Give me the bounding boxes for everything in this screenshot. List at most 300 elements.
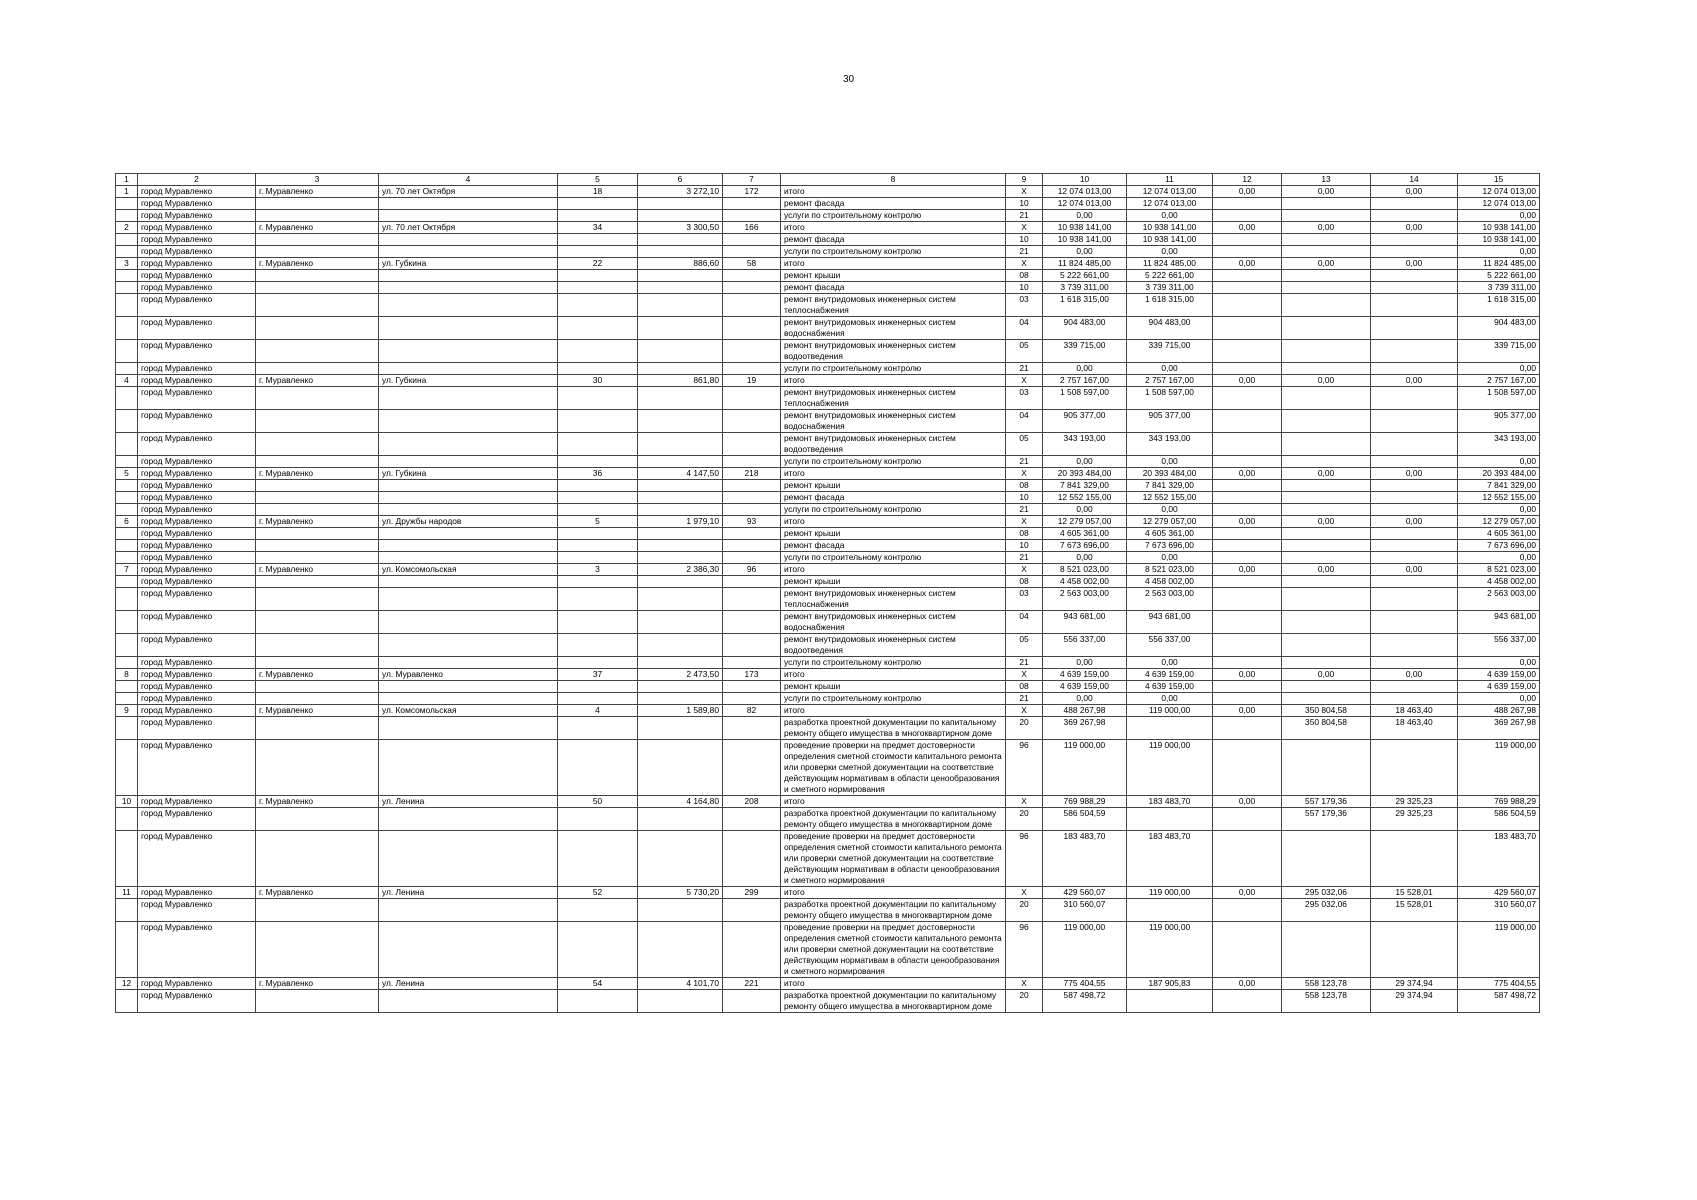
table-cell-col-9: X <box>1006 669 1043 681</box>
table-cell-col-3 <box>256 282 379 294</box>
table-cell-col-10: 429 560,07 <box>1043 887 1127 899</box>
table-cell-col-11: 3 739 311,00 <box>1127 282 1213 294</box>
table-cell-col-14 <box>1371 410 1458 433</box>
table-row <box>116 588 1540 611</box>
table-cell-col-5 <box>558 740 638 796</box>
table-cell-col-1 <box>116 990 138 1013</box>
table-cell-col-11: 12 279 057,00 <box>1127 516 1213 528</box>
table-cell-col-14 <box>1371 831 1458 887</box>
table-row <box>116 410 1540 433</box>
table-cell-col-4 <box>379 504 558 516</box>
table-cell-col-1 <box>116 528 138 540</box>
table-cell-col-7 <box>723 611 781 634</box>
table-cell-col-9: 21 <box>1006 456 1043 468</box>
table-cell-col-2: город Муравленко <box>138 922 256 978</box>
table-cell-col-15: 0,00 <box>1458 246 1540 258</box>
table-cell-col-3 <box>256 576 379 588</box>
table-cell-col-8: разработка проектной документации по капитальному ремонту общего имущества в многоквартирном доме <box>781 808 1006 831</box>
table-cell-col-11: 183 483,70 <box>1127 796 1213 808</box>
table-cell-col-4 <box>379 282 558 294</box>
table-cell-col-4 <box>379 234 558 246</box>
column-number-header: 9 <box>1006 174 1043 186</box>
table-cell-col-4: ул. Губкина <box>379 375 558 387</box>
table-row <box>116 990 1540 1013</box>
table-cell-col-6 <box>638 317 723 340</box>
table-row <box>116 210 1540 222</box>
table-cell-col-2: город Муравленко <box>138 831 256 887</box>
table-cell-col-3 <box>256 681 379 693</box>
table-cell-col-12 <box>1213 456 1282 468</box>
table-cell-col-1 <box>116 899 138 922</box>
table-cell-col-12 <box>1213 576 1282 588</box>
table-cell-col-1 <box>116 246 138 258</box>
table-cell-col-12: 0,00 <box>1213 669 1282 681</box>
table-cell-col-5: 52 <box>558 887 638 899</box>
table-cell-col-11: 12 074 013,00 <box>1127 198 1213 210</box>
table-cell-col-13 <box>1282 234 1371 246</box>
table-cell-col-4 <box>379 899 558 922</box>
table-cell-col-3 <box>256 317 379 340</box>
column-number-header: 5 <box>558 174 638 186</box>
table-cell-col-14 <box>1371 528 1458 540</box>
table-cell-col-9: X <box>1006 978 1043 990</box>
table-cell-col-8: ремонт фасада <box>781 492 1006 504</box>
table-cell-col-11: 10 938 141,00 <box>1127 222 1213 234</box>
table-cell-col-2: город Муравленко <box>138 705 256 717</box>
table-cell-col-15: 429 560,07 <box>1458 887 1540 899</box>
table-cell-col-11: 10 938 141,00 <box>1127 234 1213 246</box>
table-cell-col-1 <box>116 693 138 705</box>
header-row <box>116 174 1540 186</box>
table-cell-col-15: 343 193,00 <box>1458 433 1540 456</box>
table-cell-col-6 <box>638 492 723 504</box>
table-cell-col-5 <box>558 294 638 317</box>
capital-repair-table <box>115 173 1540 1013</box>
table-cell-col-2: город Муравленко <box>138 576 256 588</box>
table-cell-col-14 <box>1371 540 1458 552</box>
table-cell-col-15: 0,00 <box>1458 363 1540 375</box>
table-cell-col-7 <box>723 270 781 282</box>
table-cell-col-8: услуги по строительному контролю <box>781 246 1006 258</box>
table-cell-col-4 <box>379 634 558 657</box>
table-cell-col-13 <box>1282 634 1371 657</box>
table-row <box>116 258 1540 270</box>
table-cell-col-6 <box>638 808 723 831</box>
table-cell-col-9: 21 <box>1006 693 1043 705</box>
table-cell-col-14 <box>1371 611 1458 634</box>
table-cell-col-12 <box>1213 634 1282 657</box>
table-cell-col-13 <box>1282 210 1371 222</box>
table-cell-col-2: город Муравленко <box>138 258 256 270</box>
table-cell-col-7 <box>723 456 781 468</box>
table-cell-col-8: услуги по строительному контролю <box>781 456 1006 468</box>
table-cell-col-9: 10 <box>1006 198 1043 210</box>
table-cell-col-7: 221 <box>723 978 781 990</box>
table-cell-col-2: город Муравленко <box>138 740 256 796</box>
table-cell-col-14: 18 463,40 <box>1371 717 1458 740</box>
table-cell-col-10: 3 739 311,00 <box>1043 282 1127 294</box>
table-cell-col-2: город Муравленко <box>138 317 256 340</box>
table-cell-col-12 <box>1213 681 1282 693</box>
table-cell-col-10: 2 757 167,00 <box>1043 375 1127 387</box>
table-cell-col-13 <box>1282 410 1371 433</box>
table-cell-col-1 <box>116 317 138 340</box>
table-cell-col-1 <box>116 210 138 222</box>
table-cell-col-11 <box>1127 808 1213 831</box>
table-cell-col-6 <box>638 387 723 410</box>
table-cell-col-13 <box>1282 387 1371 410</box>
table-cell-col-1 <box>116 634 138 657</box>
table-cell-col-3 <box>256 433 379 456</box>
table-cell-col-10: 0,00 <box>1043 552 1127 564</box>
table-row <box>116 611 1540 634</box>
table-cell-col-12 <box>1213 552 1282 564</box>
table-cell-col-8: ремонт фасада <box>781 282 1006 294</box>
table-cell-col-10: 10 938 141,00 <box>1043 234 1127 246</box>
table-cell-col-5 <box>558 210 638 222</box>
table-row <box>116 634 1540 657</box>
table-cell-col-5: 4 <box>558 705 638 717</box>
table-cell-col-14: 15 528,01 <box>1371 899 1458 922</box>
table-cell-col-10: 1 618 315,00 <box>1043 294 1127 317</box>
table-cell-col-4 <box>379 693 558 705</box>
table-cell-col-8: разработка проектной документации по капитальному ремонту общего имущества в многоквартирном доме <box>781 990 1006 1013</box>
table-cell-col-9: 20 <box>1006 808 1043 831</box>
table-cell-col-9: X <box>1006 186 1043 198</box>
table-cell-col-11: 0,00 <box>1127 552 1213 564</box>
table-row <box>116 456 1540 468</box>
table-cell-col-3 <box>256 294 379 317</box>
table-cell-col-10: 1 508 597,00 <box>1043 387 1127 410</box>
table-cell-col-14: 29 325,23 <box>1371 796 1458 808</box>
table-cell-col-13 <box>1282 480 1371 492</box>
table-cell-col-9: 20 <box>1006 717 1043 740</box>
table-cell-col-9: X <box>1006 258 1043 270</box>
table-cell-col-11: 4 639 159,00 <box>1127 669 1213 681</box>
table-cell-col-11: 4 458 002,00 <box>1127 576 1213 588</box>
table-cell-col-2: город Муравленко <box>138 504 256 516</box>
table-row <box>116 978 1540 990</box>
table-cell-col-5 <box>558 528 638 540</box>
column-number-header: 4 <box>379 174 558 186</box>
table-cell-col-2: город Муравленко <box>138 528 256 540</box>
table-cell-col-7 <box>723 492 781 504</box>
table-cell-col-10: 339 715,00 <box>1043 340 1127 363</box>
table-cell-col-7 <box>723 282 781 294</box>
table-cell-col-11: 119 000,00 <box>1127 705 1213 717</box>
table-cell-col-9: 08 <box>1006 681 1043 693</box>
table-cell-col-8: ремонт фасада <box>781 234 1006 246</box>
table-cell-col-4 <box>379 294 558 317</box>
table-cell-col-1 <box>116 740 138 796</box>
table-cell-col-10: 4 639 159,00 <box>1043 669 1127 681</box>
table-cell-col-11: 905 377,00 <box>1127 410 1213 433</box>
table-cell-col-14 <box>1371 504 1458 516</box>
table-cell-col-6 <box>638 433 723 456</box>
table-cell-col-13 <box>1282 340 1371 363</box>
table-cell-col-8: итого <box>781 258 1006 270</box>
table-cell-col-14 <box>1371 693 1458 705</box>
table-cell-col-2: город Муравленко <box>138 796 256 808</box>
table-cell-col-15: 183 483,70 <box>1458 831 1540 887</box>
table-cell-col-11: 12 552 155,00 <box>1127 492 1213 504</box>
table-cell-col-14: 15 528,01 <box>1371 887 1458 899</box>
table-cell-col-13 <box>1282 588 1371 611</box>
table-cell-col-1: 5 <box>116 468 138 480</box>
table-cell-col-14 <box>1371 922 1458 978</box>
table-cell-col-5 <box>558 657 638 669</box>
table-cell-col-9: 21 <box>1006 504 1043 516</box>
table-cell-col-13 <box>1282 294 1371 317</box>
table-cell-col-5 <box>558 634 638 657</box>
table-cell-col-15: 4 639 159,00 <box>1458 669 1540 681</box>
table-cell-col-11: 2 563 003,00 <box>1127 588 1213 611</box>
table-cell-col-5 <box>558 246 638 258</box>
table-cell-col-12 <box>1213 922 1282 978</box>
table-cell-col-14: 0,00 <box>1371 468 1458 480</box>
table-cell-col-9: 08 <box>1006 576 1043 588</box>
table-cell-col-8: итого <box>781 468 1006 480</box>
table-cell-col-5 <box>558 990 638 1013</box>
table-cell-col-12 <box>1213 831 1282 887</box>
table-cell-col-8: итого <box>781 978 1006 990</box>
table-cell-col-14 <box>1371 317 1458 340</box>
table-cell-col-9: 10 <box>1006 492 1043 504</box>
table-cell-col-1 <box>116 234 138 246</box>
table-cell-col-7: 208 <box>723 796 781 808</box>
table-cell-col-15: 1 508 597,00 <box>1458 387 1540 410</box>
table-row <box>116 198 1540 210</box>
table-row <box>116 222 1540 234</box>
table-cell-col-11 <box>1127 990 1213 1013</box>
table-cell-col-15: 11 824 485,00 <box>1458 258 1540 270</box>
table-row <box>116 657 1540 669</box>
table-cell-col-15: 943 681,00 <box>1458 611 1540 634</box>
table-cell-col-3 <box>256 922 379 978</box>
table-cell-col-3 <box>256 899 379 922</box>
table-cell-col-15: 10 938 141,00 <box>1458 234 1540 246</box>
table-cell-col-3 <box>256 693 379 705</box>
table-cell-col-8: ремонт внутридомовых инженерных систем водоотведения <box>781 634 1006 657</box>
table-cell-col-4: ул. Губкина <box>379 468 558 480</box>
table-cell-col-12: 0,00 <box>1213 978 1282 990</box>
table-cell-col-14 <box>1371 340 1458 363</box>
table-cell-col-2: город Муравленко <box>138 492 256 504</box>
table-cell-col-2: город Муравленко <box>138 282 256 294</box>
table-cell-col-15: 769 988,29 <box>1458 796 1540 808</box>
table-cell-col-13 <box>1282 317 1371 340</box>
table-cell-col-5: 34 <box>558 222 638 234</box>
table-cell-col-3 <box>256 410 379 433</box>
table-cell-col-7: 173 <box>723 669 781 681</box>
table-cell-col-13: 558 123,78 <box>1282 990 1371 1013</box>
table-cell-col-14 <box>1371 456 1458 468</box>
table-cell-col-15: 587 498,72 <box>1458 990 1540 1013</box>
table-cell-col-13 <box>1282 504 1371 516</box>
table-row <box>116 693 1540 705</box>
table-cell-col-1 <box>116 611 138 634</box>
table-cell-col-10: 183 483,70 <box>1043 831 1127 887</box>
table-cell-col-8: услуги по строительному контролю <box>781 693 1006 705</box>
table-cell-col-1 <box>116 831 138 887</box>
table-cell-col-2: город Муравленко <box>138 222 256 234</box>
table-cell-col-10: 12 074 013,00 <box>1043 186 1127 198</box>
table-cell-col-6 <box>638 740 723 796</box>
table-cell-col-13: 295 032,06 <box>1282 899 1371 922</box>
table-cell-col-14 <box>1371 588 1458 611</box>
table-cell-col-2: город Муравленко <box>138 978 256 990</box>
table-cell-col-14 <box>1371 282 1458 294</box>
table-cell-col-6: 4 164,80 <box>638 796 723 808</box>
table-cell-col-6 <box>638 294 723 317</box>
column-number-header: 11 <box>1127 174 1213 186</box>
table-row <box>116 887 1540 899</box>
table-cell-col-7 <box>723 540 781 552</box>
table-cell-col-3 <box>256 717 379 740</box>
table-cell-col-8: итого <box>781 705 1006 717</box>
table-cell-col-11: 5 222 661,00 <box>1127 270 1213 282</box>
table-cell-col-12 <box>1213 717 1282 740</box>
table-cell-col-1 <box>116 198 138 210</box>
table-cell-col-5 <box>558 552 638 564</box>
table-cell-col-4 <box>379 922 558 978</box>
table-cell-col-13 <box>1282 611 1371 634</box>
table-cell-col-5 <box>558 387 638 410</box>
table-cell-col-12 <box>1213 387 1282 410</box>
table-cell-col-6 <box>638 363 723 375</box>
table-cell-col-7 <box>723 210 781 222</box>
table-cell-col-10: 4 458 002,00 <box>1043 576 1127 588</box>
table-cell-col-13: 558 123,78 <box>1282 978 1371 990</box>
table-cell-col-4 <box>379 552 558 564</box>
table-cell-col-4 <box>379 717 558 740</box>
table-row <box>116 234 1540 246</box>
table-cell-col-11: 1 508 597,00 <box>1127 387 1213 410</box>
table-cell-col-6 <box>638 540 723 552</box>
table-cell-col-12: 0,00 <box>1213 468 1282 480</box>
table-cell-col-7: 96 <box>723 564 781 576</box>
table-cell-col-12 <box>1213 740 1282 796</box>
table-cell-col-15: 1 618 315,00 <box>1458 294 1540 317</box>
table-cell-col-9: 05 <box>1006 340 1043 363</box>
table-cell-col-5 <box>558 363 638 375</box>
table-cell-col-15: 5 222 661,00 <box>1458 270 1540 282</box>
table-cell-col-3 <box>256 456 379 468</box>
table-cell-col-2: город Муравленко <box>138 681 256 693</box>
table-cell-col-14 <box>1371 433 1458 456</box>
table-cell-col-3: г. Муравленко <box>256 705 379 717</box>
table-cell-col-11: 183 483,70 <box>1127 831 1213 887</box>
table-cell-col-5 <box>558 410 638 433</box>
table-cell-col-5 <box>558 693 638 705</box>
table-cell-col-4: ул. Комсомольская <box>379 705 558 717</box>
table-cell-col-7 <box>723 528 781 540</box>
table-cell-col-14: 0,00 <box>1371 222 1458 234</box>
table-cell-col-10: 310 560,07 <box>1043 899 1127 922</box>
table-cell-col-13: 350 804,58 <box>1282 717 1371 740</box>
table-cell-col-13: 557 179,36 <box>1282 796 1371 808</box>
table-cell-col-3 <box>256 492 379 504</box>
table-cell-col-11: 339 715,00 <box>1127 340 1213 363</box>
table-cell-col-13 <box>1282 657 1371 669</box>
table-cell-col-4 <box>379 681 558 693</box>
table-cell-col-11: 0,00 <box>1127 246 1213 258</box>
table-cell-col-5 <box>558 340 638 363</box>
table-cell-col-7 <box>723 740 781 796</box>
table-cell-col-14: 0,00 <box>1371 669 1458 681</box>
table-cell-col-3: г. Муравленко <box>256 222 379 234</box>
table-cell-col-7 <box>723 410 781 433</box>
table-cell-col-5 <box>558 234 638 246</box>
column-number-header: 2 <box>138 174 256 186</box>
table-cell-col-7 <box>723 387 781 410</box>
table-cell-col-9: X <box>1006 705 1043 717</box>
table-cell-col-15: 7 673 696,00 <box>1458 540 1540 552</box>
table-cell-col-12: 0,00 <box>1213 796 1282 808</box>
column-number-header: 14 <box>1371 174 1458 186</box>
table-cell-col-12 <box>1213 492 1282 504</box>
table-cell-col-10: 2 563 003,00 <box>1043 588 1127 611</box>
table-cell-col-4 <box>379 528 558 540</box>
column-number-header: 13 <box>1282 174 1371 186</box>
table-cell-col-11: 343 193,00 <box>1127 433 1213 456</box>
table-cell-col-9: 08 <box>1006 480 1043 492</box>
table-cell-col-5 <box>558 433 638 456</box>
table-cell-col-3 <box>256 552 379 564</box>
table-cell-col-2: город Муравленко <box>138 564 256 576</box>
table-cell-col-3: г. Муравленко <box>256 186 379 198</box>
table-cell-col-3: г. Муравленко <box>256 887 379 899</box>
table-cell-col-9: X <box>1006 516 1043 528</box>
table-row <box>116 282 1540 294</box>
table-cell-col-5 <box>558 540 638 552</box>
table-cell-col-11: 187 905,83 <box>1127 978 1213 990</box>
table-cell-col-7 <box>723 808 781 831</box>
table-cell-col-3: г. Муравленко <box>256 375 379 387</box>
table-cell-col-7 <box>723 480 781 492</box>
table-cell-col-10: 775 404,55 <box>1043 978 1127 990</box>
table-cell-col-4 <box>379 387 558 410</box>
table-cell-col-8: ремонт внутридомовых инженерных систем водоснабжения <box>781 611 1006 634</box>
table-cell-col-2: город Муравленко <box>138 657 256 669</box>
table-cell-col-10: 4 605 361,00 <box>1043 528 1127 540</box>
table-row <box>116 564 1540 576</box>
table-cell-col-10: 12 074 013,00 <box>1043 198 1127 210</box>
table-cell-col-9: X <box>1006 222 1043 234</box>
table-cell-col-1 <box>116 456 138 468</box>
table-cell-col-6 <box>638 990 723 1013</box>
table-cell-col-3: г. Муравленко <box>256 796 379 808</box>
table-cell-col-1 <box>116 681 138 693</box>
table-cell-col-12: 0,00 <box>1213 222 1282 234</box>
table-cell-col-10: 904 483,00 <box>1043 317 1127 340</box>
column-number-header: 12 <box>1213 174 1282 186</box>
table-cell-col-9: 21 <box>1006 210 1043 222</box>
table-cell-col-15: 4 605 361,00 <box>1458 528 1540 540</box>
table-cell-col-11: 7 673 696,00 <box>1127 540 1213 552</box>
table-cell-col-8: итого <box>781 669 1006 681</box>
table-cell-col-13: 0,00 <box>1282 468 1371 480</box>
table-cell-col-1: 8 <box>116 669 138 681</box>
table-cell-col-4 <box>379 611 558 634</box>
table-cell-col-3: г. Муравленко <box>256 258 379 270</box>
table-cell-col-1 <box>116 282 138 294</box>
table-cell-col-8: итого <box>781 887 1006 899</box>
table-cell-col-2: город Муравленко <box>138 717 256 740</box>
table-cell-col-15: 0,00 <box>1458 657 1540 669</box>
table-cell-col-15: 2 563 003,00 <box>1458 588 1540 611</box>
table-cell-col-8: разработка проектной документации по капитальному ремонту общего имущества в многоквартирном доме <box>781 899 1006 922</box>
